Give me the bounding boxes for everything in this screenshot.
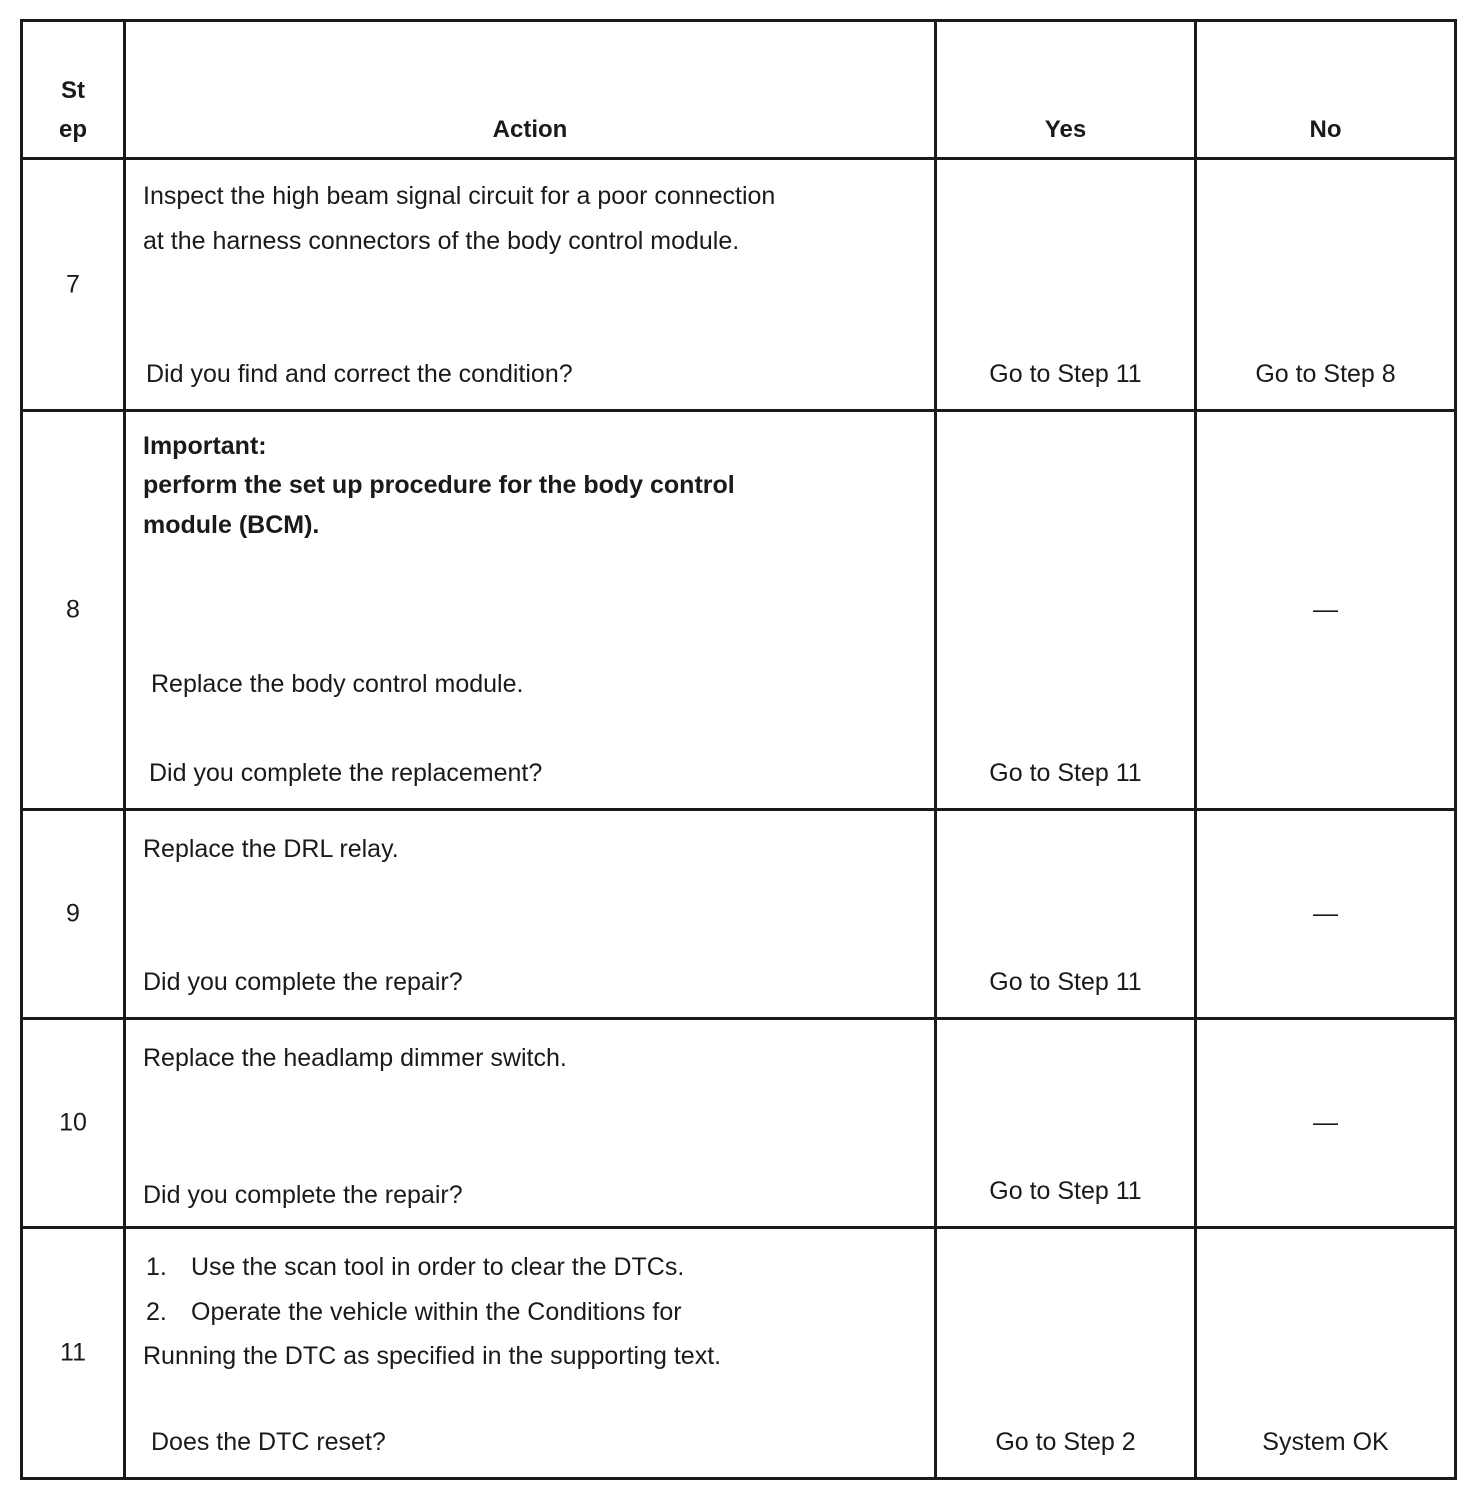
no-result: System OK bbox=[1262, 1428, 1389, 1456]
no-cell bbox=[1196, 1228, 1456, 1479]
list-number: 2. bbox=[146, 1298, 167, 1326]
table-row bbox=[22, 1228, 1456, 1479]
yes-cell bbox=[936, 1019, 1196, 1228]
important-text: module (BCM). bbox=[143, 511, 320, 539]
action-cell bbox=[125, 810, 936, 1019]
yes-result: Go to Step 2 bbox=[995, 1428, 1136, 1456]
question: Did you complete the repair? bbox=[143, 1181, 463, 1209]
header-action: Action bbox=[125, 21, 936, 159]
table-row bbox=[22, 159, 1456, 411]
important-text: perform the set up procedure for the body control bbox=[143, 471, 735, 499]
diagnostic-table bbox=[20, 19, 1457, 1480]
no-result: — bbox=[1313, 899, 1338, 928]
step-cell bbox=[22, 411, 125, 810]
no-result: — bbox=[1313, 1108, 1338, 1137]
table-row bbox=[22, 411, 1456, 810]
yes-result: Go to Step 11 bbox=[989, 1177, 1142, 1205]
question: Did you complete the repair? bbox=[143, 968, 463, 996]
action-line: at the harness connectors of the body control module. bbox=[143, 227, 740, 255]
step-number: 11 bbox=[60, 1338, 86, 1367]
question: Does the DTC reset? bbox=[151, 1428, 386, 1456]
table-row bbox=[22, 810, 1456, 1019]
action-line: Replace the DRL relay. bbox=[143, 835, 399, 863]
no-cell bbox=[1196, 411, 1456, 810]
action-cell bbox=[125, 159, 936, 411]
header-yes: Yes bbox=[936, 21, 1196, 159]
action-line: Inspect the high beam signal circuit for a poor connection bbox=[143, 182, 776, 210]
step-cell bbox=[22, 1228, 125, 1479]
no-result: Go to Step 8 bbox=[1255, 360, 1396, 388]
yes-result: Go to Step 11 bbox=[989, 360, 1142, 388]
step-cell bbox=[22, 159, 125, 411]
action-cell bbox=[125, 1019, 936, 1228]
yes-result: Go to Step 11 bbox=[989, 759, 1142, 787]
action-line: Replace the body control module. bbox=[151, 670, 524, 698]
yes-cell bbox=[936, 810, 1196, 1019]
action-cell bbox=[125, 1228, 936, 1479]
question: Did you complete the replacement? bbox=[149, 759, 543, 787]
list-item: Operate the vehicle within the Conditions for bbox=[191, 1298, 682, 1326]
no-cell bbox=[1196, 810, 1456, 1019]
no-cell bbox=[1196, 159, 1456, 411]
header-step-line1: St bbox=[61, 77, 85, 104]
important-label: Important: bbox=[143, 432, 267, 460]
list-item: Use the scan tool in order to clear the DTCs. bbox=[191, 1253, 685, 1281]
header-no: No bbox=[1196, 21, 1456, 159]
yes-cell bbox=[936, 159, 1196, 411]
step-number: 7 bbox=[66, 270, 80, 298]
step-number: 9 bbox=[66, 899, 80, 928]
yes-cell bbox=[936, 1228, 1196, 1479]
list-continuation: Running the DTC as specified in the supporting text. bbox=[143, 1342, 722, 1370]
action-line: Replace the headlamp dimmer switch. bbox=[143, 1044, 567, 1072]
table-row bbox=[22, 1019, 1456, 1228]
yes-cell bbox=[936, 411, 1196, 810]
step-number: 8 bbox=[66, 595, 80, 624]
action-cell bbox=[125, 411, 936, 810]
question: Did you find and correct the condition? bbox=[146, 360, 573, 388]
no-cell bbox=[1196, 1019, 1456, 1228]
header-row bbox=[22, 21, 1456, 159]
yes-result: Go to Step 11 bbox=[989, 968, 1142, 996]
step-number: 10 bbox=[59, 1108, 87, 1137]
no-result: — bbox=[1313, 595, 1338, 624]
step-cell bbox=[22, 810, 125, 1019]
header-step-line2: ep bbox=[58, 116, 87, 143]
header-step bbox=[22, 21, 125, 159]
list-number: 1. bbox=[146, 1253, 167, 1281]
step-cell bbox=[22, 1019, 125, 1228]
